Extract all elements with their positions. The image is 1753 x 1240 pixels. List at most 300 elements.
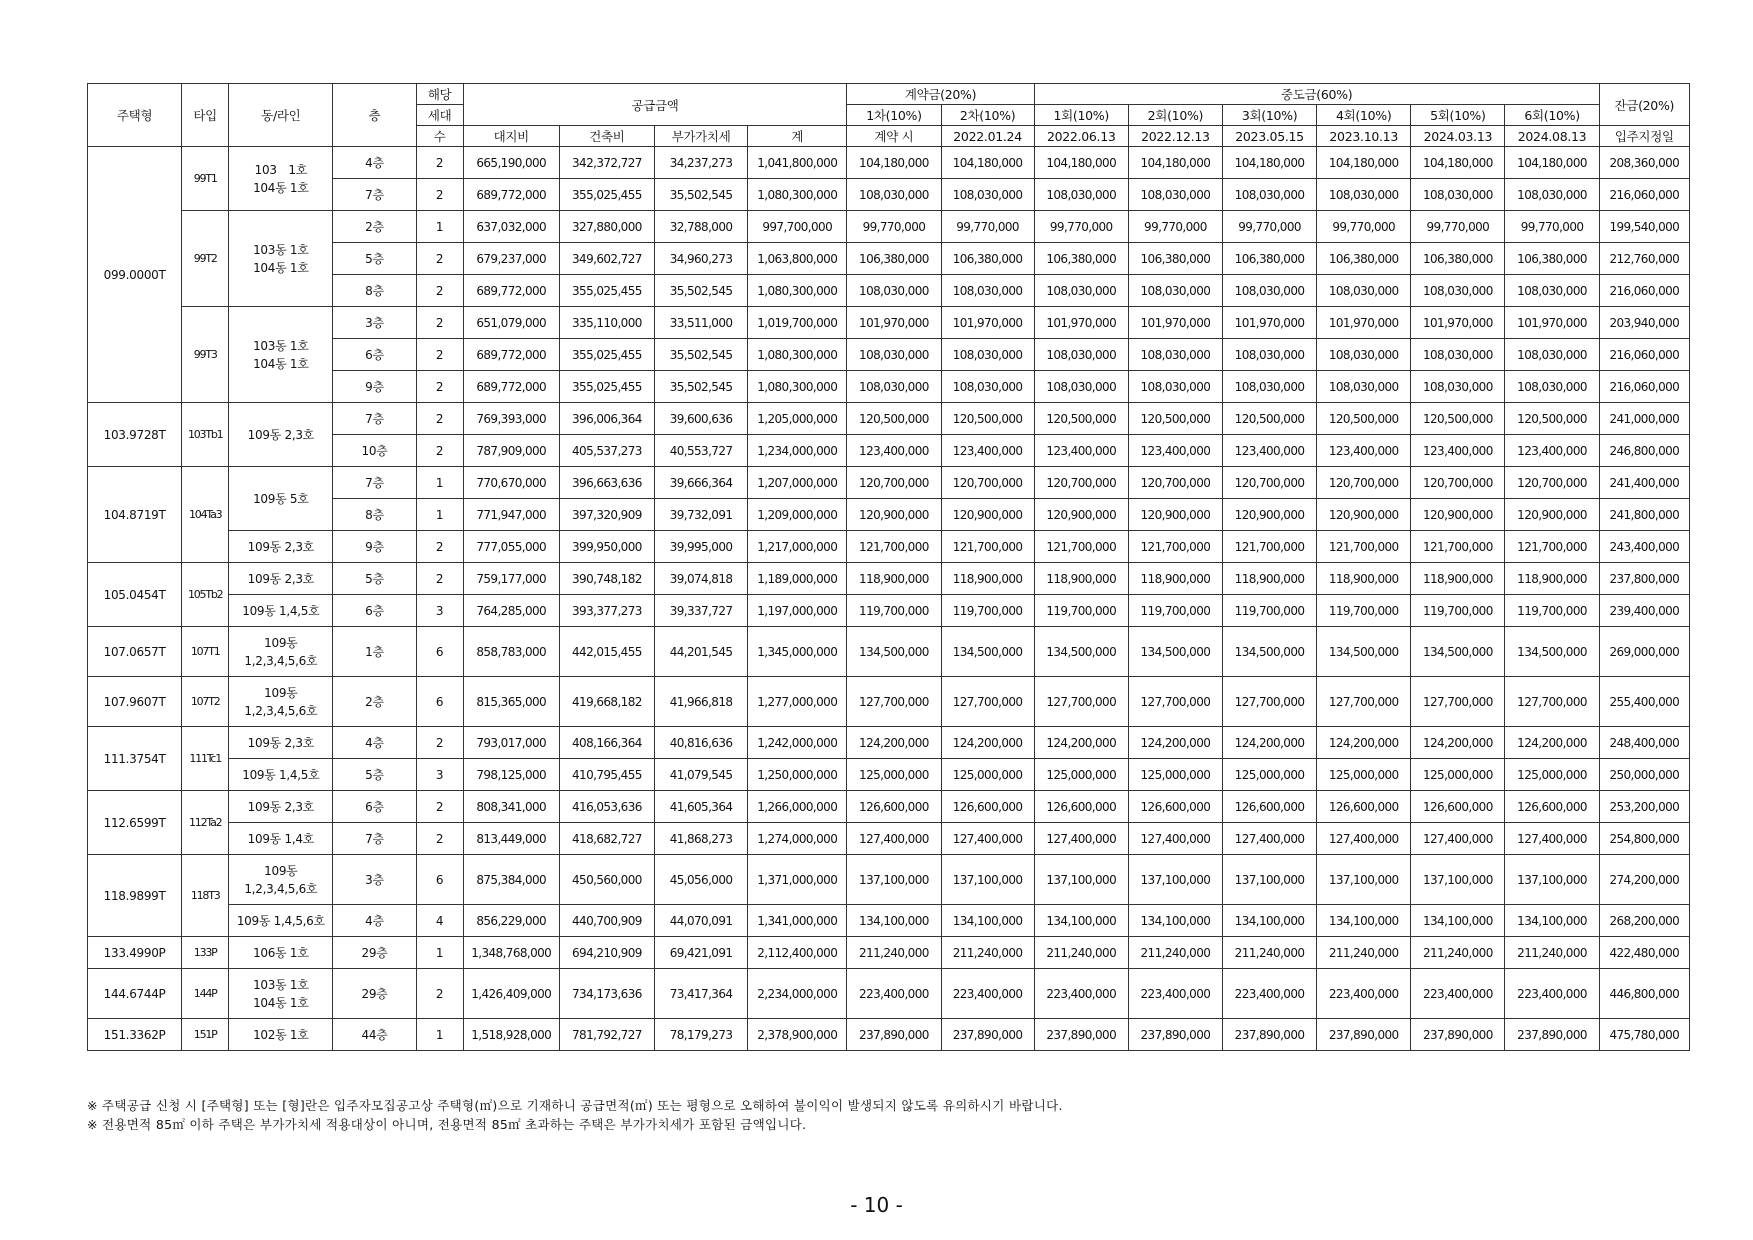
housing-type-cell: 118.9899T: [88, 855, 182, 937]
building-price-cell: 327,880,000: [559, 211, 654, 243]
land-price-cell: 689,772,000: [463, 339, 559, 371]
header-interim-3: 3회(10%): [1222, 105, 1316, 126]
dong-line-cell: 103동 1호 104동 1호: [229, 307, 333, 403]
header-supply-price: 공급금액: [463, 84, 847, 126]
interim-6-cell: 124,200,000: [1505, 727, 1599, 759]
interim-2-cell: 106,380,000: [1128, 243, 1222, 275]
housing-type-cell: 107.9607T: [88, 677, 182, 727]
table-row: [88, 403, 1690, 435]
total-price-cell: 1,371,000,000: [748, 855, 847, 905]
interim-6-cell: 126,600,000: [1505, 791, 1599, 823]
interim-2-cell: 121,700,000: [1128, 531, 1222, 563]
interim-6-cell: 108,030,000: [1505, 275, 1599, 307]
building-price-cell: 734,173,636: [559, 969, 654, 1019]
interim-5-cell: 134,100,000: [1411, 905, 1505, 937]
deposit-1-cell: 211,240,000: [847, 937, 941, 969]
interim-4-cell: 108,030,000: [1317, 179, 1411, 211]
interim-1-cell: 99,770,000: [1034, 211, 1128, 243]
land-price-cell: 689,772,000: [463, 371, 559, 403]
interim-3-cell: 126,600,000: [1222, 791, 1316, 823]
type-code-cell: 118T3: [182, 855, 229, 937]
interim-3-cell: 120,700,000: [1222, 467, 1316, 499]
interim-6-cell: 134,100,000: [1505, 905, 1599, 937]
units-cell: 2: [416, 307, 463, 339]
units-cell: 2: [416, 147, 463, 179]
dong-line-cell: 109동 1,2,3,4,5,6호: [229, 677, 333, 727]
interim-1-cell: 119,700,000: [1034, 595, 1128, 627]
interim-2-cell: 104,180,000: [1128, 147, 1222, 179]
price-table-body: [88, 147, 1690, 1051]
interim-2-cell: 134,500,000: [1128, 627, 1222, 677]
interim-3-cell: 104,180,000: [1222, 147, 1316, 179]
interim-1-cell: 123,400,000: [1034, 435, 1128, 467]
table-row: [88, 759, 1690, 791]
interim-4-cell: 121,700,000: [1317, 531, 1411, 563]
deposit-1-cell: 101,970,000: [847, 307, 941, 339]
total-price-cell: 2,112,400,000: [748, 937, 847, 969]
interim-2-cell: 108,030,000: [1128, 339, 1222, 371]
interim-1-cell: 237,890,000: [1034, 1019, 1128, 1051]
interim-6-cell: 108,030,000: [1505, 371, 1599, 403]
deposit-2-cell: 99,770,000: [941, 211, 1034, 243]
total-price-cell: 1,250,000,000: [748, 759, 847, 791]
interim-5-cell: 119,700,000: [1411, 595, 1505, 627]
interim-6-cell: 120,900,000: [1505, 499, 1599, 531]
floor-cell: 5층: [333, 243, 416, 275]
header-deposit-group: 계약금(20%): [847, 84, 1034, 105]
total-price-cell: 1,345,000,000: [748, 627, 847, 677]
type-code-cell: 107T1: [182, 627, 229, 677]
interim-4-cell: 118,900,000: [1317, 563, 1411, 595]
deposit-2-cell: 104,180,000: [941, 147, 1034, 179]
type-code-cell: 111Tc1: [182, 727, 229, 791]
dong-line-cell: 109동 2,3호: [229, 403, 333, 467]
deposit-2-cell: 125,000,000: [941, 759, 1034, 791]
interim-4-cell: 237,890,000: [1317, 1019, 1411, 1051]
land-price-cell: 689,772,000: [463, 179, 559, 211]
floor-cell: 44층: [333, 1019, 416, 1051]
supply-price-table: [87, 83, 1690, 1051]
vat-cell: 35,502,545: [654, 371, 747, 403]
deposit-1-cell: 137,100,000: [847, 855, 941, 905]
building-price-cell: 418,682,727: [559, 823, 654, 855]
balance-cell: 199,540,000: [1599, 211, 1689, 243]
land-price-cell: 856,229,000: [463, 905, 559, 937]
balance-cell: 208,360,000: [1599, 147, 1689, 179]
units-cell: 2: [416, 435, 463, 467]
interim-5-cell: 137,100,000: [1411, 855, 1505, 905]
balance-cell: 216,060,000: [1599, 179, 1689, 211]
vat-cell: 41,605,364: [654, 791, 747, 823]
balance-cell: 248,400,000: [1599, 727, 1689, 759]
vat-cell: 73,417,364: [654, 969, 747, 1019]
housing-type-cell: 107.0657T: [88, 627, 182, 677]
header-interim-4-date: 2023.10.13: [1317, 126, 1411, 147]
dong-line-cell: 109동 2,3호: [229, 563, 333, 595]
interim-1-cell: 127,700,000: [1034, 677, 1128, 727]
type-code-cell: 112Ta2: [182, 791, 229, 855]
interim-6-cell: 118,900,000: [1505, 563, 1599, 595]
deposit-1-cell: 127,700,000: [847, 677, 941, 727]
interim-2-cell: 127,400,000: [1128, 823, 1222, 855]
interim-6-cell: 108,030,000: [1505, 179, 1599, 211]
header-units-line1: 해당: [416, 84, 463, 105]
land-price-cell: 665,190,000: [463, 147, 559, 179]
interim-3-cell: 127,700,000: [1222, 677, 1316, 727]
interim-1-cell: 120,500,000: [1034, 403, 1128, 435]
building-price-cell: 419,668,182: [559, 677, 654, 727]
floor-cell: 7층: [333, 179, 416, 211]
deposit-2-cell: 108,030,000: [941, 179, 1034, 211]
units-cell: 6: [416, 855, 463, 905]
floor-cell: 6층: [333, 595, 416, 627]
balance-cell: 269,000,000: [1599, 627, 1689, 677]
units-cell: 4: [416, 905, 463, 937]
vat-cell: 78,179,273: [654, 1019, 747, 1051]
vat-cell: 44,201,545: [654, 627, 747, 677]
header-units-line3: 수: [416, 126, 463, 147]
balance-cell: 254,800,000: [1599, 823, 1689, 855]
balance-cell: 237,800,000: [1599, 563, 1689, 595]
header-deposit-2: 2차(10%): [941, 105, 1034, 126]
land-price-cell: 777,055,000: [463, 531, 559, 563]
interim-6-cell: 121,700,000: [1505, 531, 1599, 563]
type-code-cell: 99T3: [182, 307, 229, 403]
deposit-2-cell: 119,700,000: [941, 595, 1034, 627]
interim-6-cell: 127,700,000: [1505, 677, 1599, 727]
interim-2-cell: 223,400,000: [1128, 969, 1222, 1019]
header-units-line2: 세대: [416, 105, 463, 126]
floor-cell: 3층: [333, 855, 416, 905]
table-row: [88, 727, 1690, 759]
interim-3-cell: 108,030,000: [1222, 371, 1316, 403]
units-cell: 1: [416, 1019, 463, 1051]
floor-cell: 5층: [333, 759, 416, 791]
balance-cell: 446,800,000: [1599, 969, 1689, 1019]
header-interim-1: 1회(10%): [1034, 105, 1128, 126]
interim-2-cell: 118,900,000: [1128, 563, 1222, 595]
balance-cell: 243,400,000: [1599, 531, 1689, 563]
deposit-2-cell: 127,700,000: [941, 677, 1034, 727]
units-cell: 2: [416, 969, 463, 1019]
table-row: [88, 627, 1690, 677]
deposit-2-cell: 126,600,000: [941, 791, 1034, 823]
type-code-cell: 107T2: [182, 677, 229, 727]
interim-3-cell: 108,030,000: [1222, 179, 1316, 211]
housing-type-cell: 099.0000T: [88, 147, 182, 403]
building-price-cell: 393,377,273: [559, 595, 654, 627]
interim-6-cell: 127,400,000: [1505, 823, 1599, 855]
floor-cell: 9층: [333, 531, 416, 563]
deposit-2-cell: 237,890,000: [941, 1019, 1034, 1051]
header-deposit-1-date: 계약 시: [847, 126, 941, 147]
interim-1-cell: 127,400,000: [1034, 823, 1128, 855]
deposit-1-cell: 134,500,000: [847, 627, 941, 677]
vat-cell: 35,502,545: [654, 339, 747, 371]
land-price-cell: 769,393,000: [463, 403, 559, 435]
balance-cell: 216,060,000: [1599, 339, 1689, 371]
interim-3-cell: 99,770,000: [1222, 211, 1316, 243]
interim-3-cell: 125,000,000: [1222, 759, 1316, 791]
interim-2-cell: 126,600,000: [1128, 791, 1222, 823]
balance-cell: 241,800,000: [1599, 499, 1689, 531]
interim-1-cell: 134,500,000: [1034, 627, 1128, 677]
vat-cell: 39,666,364: [654, 467, 747, 499]
units-cell: 3: [416, 595, 463, 627]
interim-5-cell: 211,240,000: [1411, 937, 1505, 969]
interim-5-cell: 134,500,000: [1411, 627, 1505, 677]
floor-cell: 7층: [333, 823, 416, 855]
header-interim-5-date: 2024.03.13: [1411, 126, 1505, 147]
interim-1-cell: 137,100,000: [1034, 855, 1128, 905]
dong-line-cell: 109동 1,4,5,6호: [229, 905, 333, 937]
dong-line-cell: 109동 5호: [229, 467, 333, 531]
interim-2-cell: 108,030,000: [1128, 179, 1222, 211]
deposit-2-cell: 120,900,000: [941, 499, 1034, 531]
land-price-cell: 651,079,000: [463, 307, 559, 339]
deposit-1-cell: 124,200,000: [847, 727, 941, 759]
interim-5-cell: 127,700,000: [1411, 677, 1505, 727]
dong-line-cell: 109동 1,2,3,4,5,6호: [229, 627, 333, 677]
interim-3-cell: 121,700,000: [1222, 531, 1316, 563]
interim-3-cell: 134,500,000: [1222, 627, 1316, 677]
total-price-cell: 1,019,700,000: [748, 307, 847, 339]
header-interim-1-date: 2022.06.13: [1034, 126, 1128, 147]
header-interim-5: 5회(10%): [1411, 105, 1505, 126]
interim-6-cell: 106,380,000: [1505, 243, 1599, 275]
interim-6-cell: 125,000,000: [1505, 759, 1599, 791]
interim-2-cell: 124,200,000: [1128, 727, 1222, 759]
interim-2-cell: 120,900,000: [1128, 499, 1222, 531]
table-row: [88, 855, 1690, 905]
interim-2-cell: 108,030,000: [1128, 371, 1222, 403]
dong-line-cell: 109동 1,4호: [229, 823, 333, 855]
interim-5-cell: 104,180,000: [1411, 147, 1505, 179]
building-price-cell: 355,025,455: [559, 339, 654, 371]
building-price-cell: 399,950,000: [559, 531, 654, 563]
floor-cell: 8층: [333, 499, 416, 531]
interim-5-cell: 108,030,000: [1411, 371, 1505, 403]
interim-5-cell: 120,700,000: [1411, 467, 1505, 499]
total-price-cell: 1,189,000,000: [748, 563, 847, 595]
vat-cell: 32,788,000: [654, 211, 747, 243]
floor-cell: 5층: [333, 563, 416, 595]
interim-4-cell: 120,700,000: [1317, 467, 1411, 499]
interim-2-cell: 99,770,000: [1128, 211, 1222, 243]
dong-line-cell: 109동 2,3호: [229, 727, 333, 759]
interim-4-cell: 119,700,000: [1317, 595, 1411, 627]
interim-6-cell: 237,890,000: [1505, 1019, 1599, 1051]
interim-4-cell: 127,700,000: [1317, 677, 1411, 727]
deposit-1-cell: 104,180,000: [847, 147, 941, 179]
interim-4-cell: 126,600,000: [1317, 791, 1411, 823]
table-row: [88, 563, 1690, 595]
deposit-1-cell: 118,900,000: [847, 563, 941, 595]
interim-6-cell: 99,770,000: [1505, 211, 1599, 243]
interim-6-cell: 223,400,000: [1505, 969, 1599, 1019]
vat-cell: 39,600,636: [654, 403, 747, 435]
interim-1-cell: 121,700,000: [1034, 531, 1128, 563]
floor-cell: 29층: [333, 937, 416, 969]
table-row: [88, 531, 1690, 563]
units-cell: 3: [416, 759, 463, 791]
table-row: [88, 937, 1690, 969]
floor-cell: 29층: [333, 969, 416, 1019]
interim-5-cell: 121,700,000: [1411, 531, 1505, 563]
floor-cell: 1층: [333, 627, 416, 677]
balance-cell: 253,200,000: [1599, 791, 1689, 823]
vat-cell: 45,056,000: [654, 855, 747, 905]
interim-5-cell: 126,600,000: [1411, 791, 1505, 823]
building-price-cell: 349,602,727: [559, 243, 654, 275]
units-cell: 2: [416, 339, 463, 371]
floor-cell: 8층: [333, 275, 416, 307]
interim-6-cell: 101,970,000: [1505, 307, 1599, 339]
floor-cell: 7층: [333, 467, 416, 499]
interim-5-cell: 99,770,000: [1411, 211, 1505, 243]
interim-6-cell: 120,700,000: [1505, 467, 1599, 499]
building-price-cell: 450,560,000: [559, 855, 654, 905]
vat-cell: 41,868,273: [654, 823, 747, 855]
interim-4-cell: 99,770,000: [1317, 211, 1411, 243]
interim-1-cell: 126,600,000: [1034, 791, 1128, 823]
header-dong-line: 동/라인: [229, 84, 333, 147]
interim-1-cell: 108,030,000: [1034, 275, 1128, 307]
building-price-cell: 342,372,727: [559, 147, 654, 179]
interim-4-cell: 120,500,000: [1317, 403, 1411, 435]
land-price-cell: 813,449,000: [463, 823, 559, 855]
housing-type-cell: 144.6744P: [88, 969, 182, 1019]
table-row: [88, 1019, 1690, 1051]
deposit-2-cell: 121,700,000: [941, 531, 1034, 563]
floor-cell: 4층: [333, 905, 416, 937]
vat-cell: 34,237,273: [654, 147, 747, 179]
floor-cell: 4층: [333, 727, 416, 759]
deposit-2-cell: 124,200,000: [941, 727, 1034, 759]
vat-cell: 35,502,545: [654, 275, 747, 307]
deposit-2-cell: 108,030,000: [941, 275, 1034, 307]
deposit-1-cell: 127,400,000: [847, 823, 941, 855]
units-cell: 2: [416, 243, 463, 275]
vat-cell: 40,553,727: [654, 435, 747, 467]
interim-1-cell: 120,700,000: [1034, 467, 1128, 499]
deposit-1-cell: 99,770,000: [847, 211, 941, 243]
building-price-cell: 405,537,273: [559, 435, 654, 467]
dong-line-cell: 109동 1,4,5호: [229, 759, 333, 791]
interim-4-cell: 108,030,000: [1317, 371, 1411, 403]
deposit-2-cell: 120,700,000: [941, 467, 1034, 499]
interim-5-cell: 101,970,000: [1411, 307, 1505, 339]
interim-5-cell: 223,400,000: [1411, 969, 1505, 1019]
deposit-1-cell: 223,400,000: [847, 969, 941, 1019]
type-code-cell: 144P: [182, 969, 229, 1019]
header-balance-date: 입주지정일: [1599, 126, 1689, 147]
type-code-cell: 104Ta3: [182, 467, 229, 563]
balance-cell: 241,400,000: [1599, 467, 1689, 499]
dong-line-cell: 102동 1호: [229, 1019, 333, 1051]
deposit-1-cell: 120,500,000: [847, 403, 941, 435]
total-price-cell: 1,274,000,000: [748, 823, 847, 855]
interim-1-cell: 108,030,000: [1034, 339, 1128, 371]
building-price-cell: 335,110,000: [559, 307, 654, 339]
vat-cell: 69,421,091: [654, 937, 747, 969]
type-code-cell: 99T1: [182, 147, 229, 211]
total-price-cell: 1,080,300,000: [748, 339, 847, 371]
interim-4-cell: 124,200,000: [1317, 727, 1411, 759]
type-code-cell: 133P: [182, 937, 229, 969]
total-price-cell: 1,041,800,000: [748, 147, 847, 179]
interim-1-cell: 108,030,000: [1034, 371, 1128, 403]
units-cell: 1: [416, 499, 463, 531]
header-interim-group: 중도금(60%): [1034, 84, 1599, 105]
total-price-cell: 1,080,300,000: [748, 275, 847, 307]
total-price-cell: 1,063,800,000: [748, 243, 847, 275]
header-row-1: [88, 84, 1690, 105]
interim-2-cell: 211,240,000: [1128, 937, 1222, 969]
interim-4-cell: 108,030,000: [1317, 275, 1411, 307]
table-row: [88, 905, 1690, 937]
deposit-1-cell: 126,600,000: [847, 791, 941, 823]
deposit-2-cell: 223,400,000: [941, 969, 1034, 1019]
land-price-cell: 759,177,000: [463, 563, 559, 595]
interim-5-cell: 108,030,000: [1411, 339, 1505, 371]
units-cell: 2: [416, 531, 463, 563]
interim-2-cell: 137,100,000: [1128, 855, 1222, 905]
total-price-cell: 1,266,000,000: [748, 791, 847, 823]
deposit-2-cell: 137,100,000: [941, 855, 1034, 905]
interim-2-cell: 134,100,000: [1128, 905, 1222, 937]
balance-cell: 246,800,000: [1599, 435, 1689, 467]
interim-3-cell: 237,890,000: [1222, 1019, 1316, 1051]
balance-cell: 239,400,000: [1599, 595, 1689, 627]
total-price-cell: 1,207,000,000: [748, 467, 847, 499]
vat-cell: 39,337,727: [654, 595, 747, 627]
type-code-cell: 103Tb1: [182, 403, 229, 467]
interim-6-cell: 211,240,000: [1505, 937, 1599, 969]
vat-cell: 34,960,273: [654, 243, 747, 275]
interim-4-cell: 127,400,000: [1317, 823, 1411, 855]
land-price-cell: 689,772,000: [463, 275, 559, 307]
land-price-cell: 798,125,000: [463, 759, 559, 791]
deposit-2-cell: 106,380,000: [941, 243, 1034, 275]
interim-1-cell: 106,380,000: [1034, 243, 1128, 275]
total-price-cell: 1,234,000,000: [748, 435, 847, 467]
land-price-cell: 637,032,000: [463, 211, 559, 243]
interim-2-cell: 120,500,000: [1128, 403, 1222, 435]
interim-3-cell: 137,100,000: [1222, 855, 1316, 905]
balance-cell: 212,760,000: [1599, 243, 1689, 275]
total-price-cell: 2,234,000,000: [748, 969, 847, 1019]
building-price-cell: 440,700,909: [559, 905, 654, 937]
interim-1-cell: 104,180,000: [1034, 147, 1128, 179]
interim-2-cell: 123,400,000: [1128, 435, 1222, 467]
deposit-2-cell: 134,100,000: [941, 905, 1034, 937]
interim-4-cell: 120,900,000: [1317, 499, 1411, 531]
interim-3-cell: 108,030,000: [1222, 275, 1316, 307]
interim-5-cell: 120,900,000: [1411, 499, 1505, 531]
interim-1-cell: 125,000,000: [1034, 759, 1128, 791]
total-price-cell: 1,341,000,000: [748, 905, 847, 937]
interim-4-cell: 106,380,000: [1317, 243, 1411, 275]
floor-cell: 7층: [333, 403, 416, 435]
interim-5-cell: 108,030,000: [1411, 179, 1505, 211]
interim-1-cell: 120,900,000: [1034, 499, 1128, 531]
housing-type-cell: 133.4990P: [88, 937, 182, 969]
building-price-cell: 410,795,455: [559, 759, 654, 791]
building-price-cell: 442,015,455: [559, 627, 654, 677]
deposit-2-cell: 127,400,000: [941, 823, 1034, 855]
interim-5-cell: 106,380,000: [1411, 243, 1505, 275]
